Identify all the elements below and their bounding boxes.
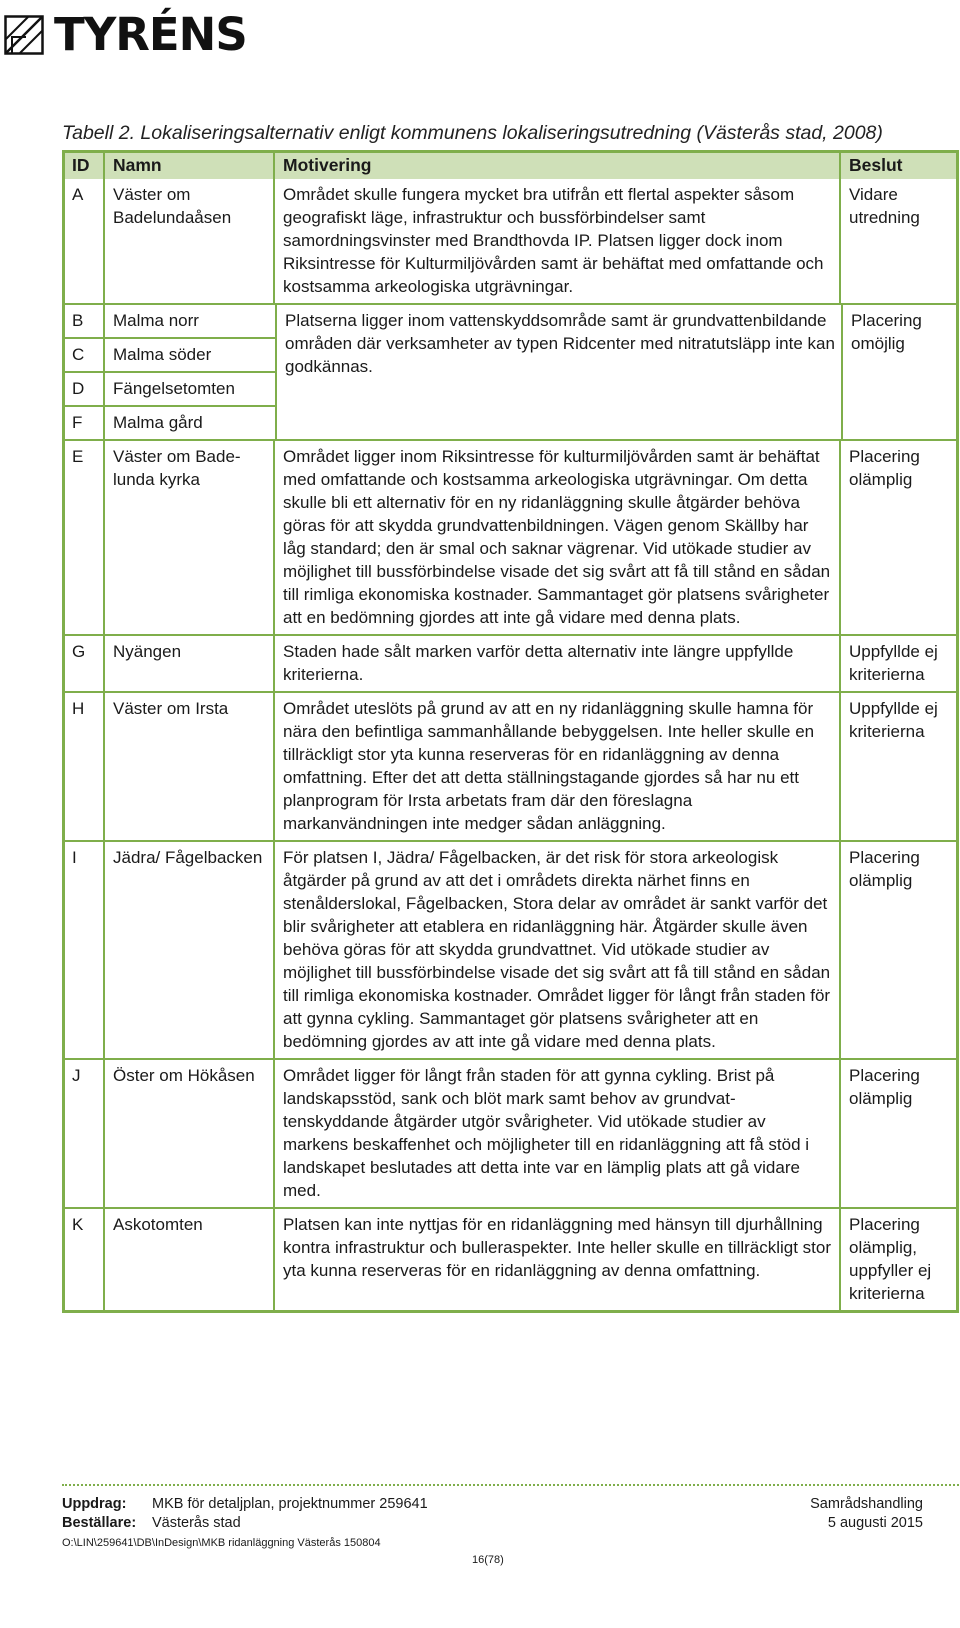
footer-uppdrag-value: MKB för detaljplan, projektnummer 259641: [152, 1496, 428, 1512]
row-motivation: Staden hade sålt marken varför detta alternativ inte längre uppfyllde kriterierna.: [275, 636, 841, 691]
table-subrow: [65, 405, 275, 439]
header-id: ID: [65, 153, 105, 179]
footer-page-number: 16(78): [472, 1554, 504, 1566]
footer-status: Samrådshandling: [810, 1496, 923, 1512]
row-decision: Placering olämplig: [849, 848, 920, 890]
row-name: Jädra/ Fågelbacken: [105, 842, 275, 1058]
footer-divider: [62, 1484, 959, 1486]
row-name: Väster om Badelunda kyrka: [105, 441, 275, 634]
row-decision: Placering omöjlig: [851, 311, 922, 353]
row-id: G: [65, 636, 105, 691]
table-row: [65, 691, 956, 840]
row-motivation: Platserna ligger inom vattenskyddsområde samt är grundvattenbildande områden där verksamheter av typen Ridcenter med nitratutsläpp inte kan godkännas.: [277, 305, 843, 439]
table-row: [65, 439, 956, 634]
row-id: A: [65, 179, 105, 303]
row-motivation: Platsen kan inte nyttjas för en ridanläggning med hänsyn till djurhållning kontra infrastruktur och bulleraspekter. Inte heller skulle en tillräckligt stor yta kunna reserveras för en ridanläggning av denna omfattning.: [275, 1209, 841, 1310]
row-decision: Placering olämplig, uppfyller ej kriterierna: [849, 1215, 932, 1303]
footer-bestallare-label: Beställare:: [62, 1515, 137, 1531]
table-row: [65, 1207, 956, 1310]
row-decision: Vidare utredning: [849, 185, 920, 227]
table-row-group: [65, 303, 956, 439]
header-name: Namn: [105, 153, 275, 179]
row-decision: Uppfyllde ej kriterierna: [849, 642, 938, 684]
table-row: [65, 1058, 956, 1207]
tyrens-logo: [4, 8, 247, 61]
row-id: H: [65, 693, 105, 840]
row-id: K: [65, 1209, 105, 1310]
row-decision: Placering olämplig: [849, 1066, 920, 1108]
group-id-name-list: [65, 305, 277, 439]
row-id: I: [65, 842, 105, 1058]
table-row: [65, 840, 956, 1058]
row-id: F: [65, 407, 105, 439]
footer-date: 5 augusti 2015: [827, 1515, 923, 1531]
row-name: Väster om Irsta: [105, 693, 275, 840]
table-row: [65, 634, 956, 691]
row-decision: Uppfyllde ej kriterierna: [849, 699, 938, 741]
row-id: E: [65, 441, 105, 634]
table-row: [65, 179, 956, 303]
row-name: Malma söder: [113, 345, 212, 364]
table-subrow: [65, 371, 275, 405]
table-header-row: [65, 153, 956, 179]
footer-file-path: O:\LIN\259641\DB\InDesign\MKB ridanläggning Västerås 150804: [62, 1537, 381, 1549]
row-motivation: Området ligger för långt från staden för att gynna cykling. Brist på landskapsstöd, sank och blöt mark samt behov av grundvattenskyddande åtgärder utgör svårigheter. Vid utökade studier av markens beskaffenhet och möjligheter till en ridanläggning att få stöd i landskapet beslutades att detta inte var en lämplig plats att gå vidare med.: [275, 1060, 841, 1207]
row-name: Askotomten: [105, 1209, 275, 1310]
logo-wordmark: TYRÉNS: [54, 8, 247, 61]
row-name: Nyängen: [105, 636, 275, 691]
table-subrow: [65, 337, 275, 371]
footer-bestallare-value: Västerås stad: [152, 1515, 241, 1531]
row-name: Väster om Badelundaåsen: [105, 179, 275, 303]
row-motivation: Området skulle fungera mycket bra utifrån ett flertal aspekter såsom geografiskt läge, infrastruktur och bussförbindelser samt samordningsvinster med Brandthovda IP. Platsen ligger dock inom Riksintresse för Kulturmiljövården samt är behäftat med omfattande och kostsamma arkeologiska utgrävningar.: [275, 179, 841, 303]
row-name: Malma norr: [113, 311, 199, 330]
footer-uppdrag-label: Uppdrag:: [62, 1496, 127, 1512]
header-motivation: Motivering: [275, 153, 841, 179]
row-name: Malma gård: [113, 413, 203, 432]
row-id: C: [65, 339, 105, 371]
row-name: Öster om Hökåsen: [105, 1060, 275, 1207]
row-id: J: [65, 1060, 105, 1207]
localization-table: [62, 150, 959, 1313]
tyrens-logo-mark-icon: [4, 15, 44, 55]
row-id: B: [65, 305, 105, 337]
row-motivation: För platsen I, Jädra/ Fågelbacken, är det risk för stora arkeologisk åtgärder på grund av att det i områdets direkta närhet finns en stenålderslokal, Fågelbacken, Stora delar av området är sankt varför det blir svårigheter att etablera en ridanläggning här. Åtgärder skulle även behöva göras för att skydda grundvattnet. Vid utökade studier av möjlighet till bussförbindelse visade det sig svårt att få till stånd en sådan till rimliga ekonomiska kostnader. Området ligger för långt från staden för att gynna cykling. Sammantaget gör platsens svårigheter att en bedömning gjordes av att inte gå vidare med denna plats.: [275, 842, 841, 1058]
table-caption: Tabell 2. Lokaliseringsalternativ enligt kommunens lokaliseringsutredning (Västerås stad, 2008): [62, 122, 883, 144]
row-motivation: Området uteslöts på grund av att en ny ridanläggning skulle hamna för nära den befintliga sammanhållande bebyggelsen. Inte heller skulle en tillräckligt stor yta kunna reserveras för en ridanläggning av denna omfattning. Efter det att detta ställningstagande gjordes så har nu ett planprogram för Irsta arbetats fram där den föreslagna markanvändningen inte medger sådan anläggning.: [275, 693, 841, 840]
row-name: Fängelsetomten: [113, 379, 235, 398]
table-subrow: [65, 305, 275, 337]
row-motivation: Området ligger inom Riksintresse för kulturmiljövården samt är behäftat med omfattande och kostsamma arkeologiska utgrävningar. Om detta skulle bli ett alternativ för en ny ridanläggning skulle åtgärder behöva göras för att skydda grundvattenbildningen. Vägen genom Skällby har låg standard; den är smal och saknar vägrenar. Vid utökade studier av möjlighet till bussförbindelse visade det sig svårt att få till stånd en sådan till rimliga ekonomiska kostnader. Sammantaget gör platsens svårigheter att en bedömning gjordes att inte gå vidare med denna plats.: [275, 441, 841, 634]
header-decision: Beslut: [849, 155, 903, 175]
row-decision: Placering olämplig: [849, 447, 920, 489]
row-id: D: [65, 373, 105, 405]
